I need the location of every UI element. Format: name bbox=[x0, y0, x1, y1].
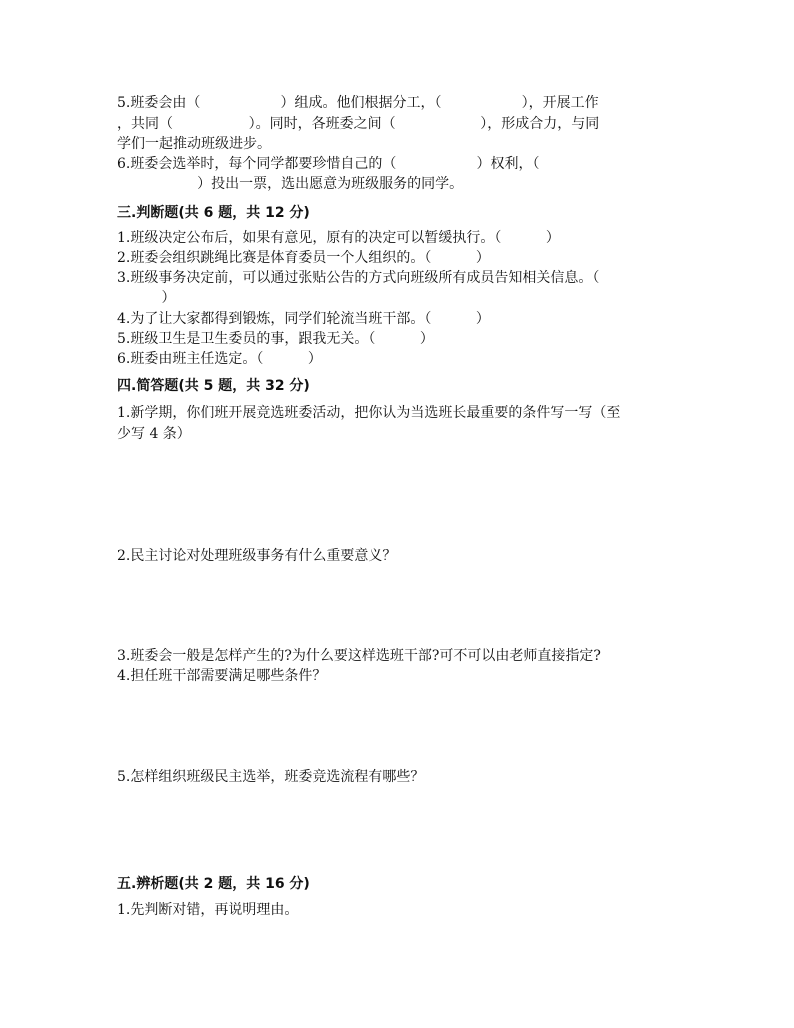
fill-q6-line-1: 6.班委会选举时，每个同学都要珍惜自己的（ ）权利，（ bbox=[117, 156, 540, 172]
short-q4: 4.担任班干部需要满足哪些条件？ bbox=[117, 668, 327, 684]
fill-q5-line-2: ，共同（ ）。同时，各班委之间（ ），形成合力，与同 bbox=[117, 116, 600, 132]
judge-item-4: 4.为了让大家都得到锻炼，同学们轮流当班干部。（ ） bbox=[117, 311, 490, 327]
fill-q5-line-1: 5.班委会由（ ）组成。他们根据分工，（ ），开展工作 bbox=[117, 95, 599, 111]
short-q1-line-1: 1.新学期，你们班开展竞选班委活动，把你认为当选班长最重要的条件写一写（至 bbox=[117, 405, 621, 421]
fill-q5-line-3: 学们一起推动班级进步。 bbox=[117, 136, 271, 152]
judge-item-6: 6.班委由班主任选定。（ ） bbox=[117, 351, 322, 367]
fill-q6-line-2: ）投出一票，选出愿意为班级服务的同学。 bbox=[117, 176, 464, 192]
short-q2: 2.民主讨论对处理班级事务有什么重要意义？ bbox=[117, 548, 397, 564]
judge-item-2: 2.班委会组织跳绳比赛是体育委员一个人组织的。（ ） bbox=[117, 250, 490, 266]
short-q5: 5.怎样组织班级民主选举，班委竞选流程有哪些？ bbox=[117, 769, 425, 785]
judge-item-3: 3.班级事务决定前，可以通过张贴公告的方式向班级所有成员告知相关信息。（ bbox=[117, 270, 600, 286]
section-5-heading: 五.辨析题(共 2 题，共 16 分) bbox=[117, 876, 310, 892]
judge-item-3-cont: ） bbox=[117, 290, 176, 306]
judge-item-5: 5.班级卫生是卫生委员的事，跟我无关。（ ） bbox=[117, 331, 434, 347]
short-q1-line-2: 少写 4 条） bbox=[117, 426, 191, 442]
short-q3: 3.班委会一般是怎样产生的?为什么要这样选班干部?可不可以由老师直接指定? bbox=[117, 648, 601, 664]
section-4-heading: 四.简答题(共 5 题，共 32 分) bbox=[117, 378, 310, 394]
judge-item-1: 1.班级决定公布后，如果有意见，原有的决定可以暂缓执行。（ ） bbox=[117, 230, 560, 246]
analysis-q1: 1.先判断对错，再说明理由。 bbox=[117, 902, 299, 918]
section-3-heading: 三.判断题(共 6 题，共 12 分) bbox=[117, 205, 310, 221]
